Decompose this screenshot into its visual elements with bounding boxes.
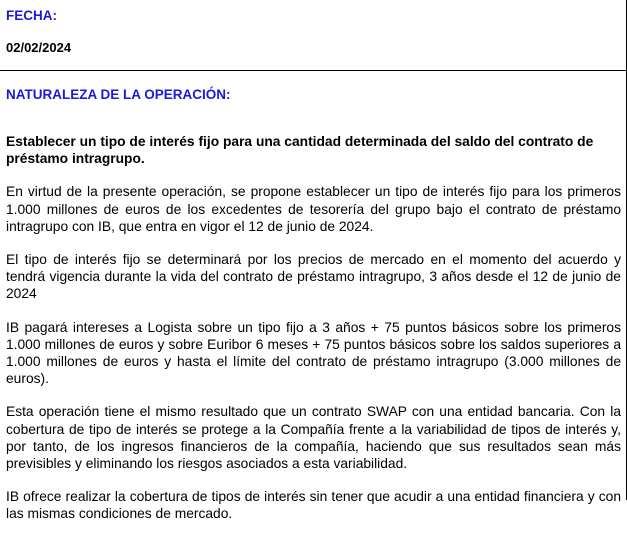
body-paragraph: IB ofrece realizar la cobertura de tipos de interés sin tener que acudir a una entidad financiera y con las mismas condiciones de mercado. [6,489,621,522]
date-value: 02/02/2024 [6,40,72,55]
body-paragraph: El tipo de interés fijo se determinará por los precios de mercado en el momento del acuerdo y tendrá vigencia durante la vida del contrato de préstamo intragrupo, 3 años desde el 12 de junio de 2024 [6,252,621,302]
body-paragraph: IB pagará intereses a Logista sobre un tipo fijo a 3 años + 75 puntos básicos sobre los primeros 1.000 millones de euros y sobre Euribor 6 meses + 75 puntos básicos sobre los saldos superiores a 1.000 millones de euros y hasta el límite del contrato de préstamo intragrupo (3.000 millones de euros). [6,319,621,387]
document-body [6,133,621,539]
lead-paragraph: Establecer un tipo de interés fijo para una cantidad determinada del saldo del contrato de préstamo intragrupo. [6,134,594,167]
body-paragraph: En virtud de la presente operación, se propone establecer un tipo de interés fijo para los primeros 1.000 millones de euros de los excedentes de tesorería del grupo bajo el contrato de préstamo intragrupo con IB, que entra en vigor el 12 de junio de 2024. [6,184,621,234]
date-label: FECHA: [6,8,57,23]
body-paragraph: Esta operación tiene el mismo resultado que un contrato SWAP con una entidad bancaria. Con la cobertura de tipo de interés se protege a la Compañía frente a la variabilidad de tipos de interés y, por tanto, de los ingresos financieros de la compañía, haciendo que sus resultados sean más previsibles y eliminando los riesgos asociados a esta variabilidad. [6,404,621,472]
section-divider [0,70,627,71]
section-title: NATURALEZA DE LA OPERACIÓN: [6,87,231,102]
